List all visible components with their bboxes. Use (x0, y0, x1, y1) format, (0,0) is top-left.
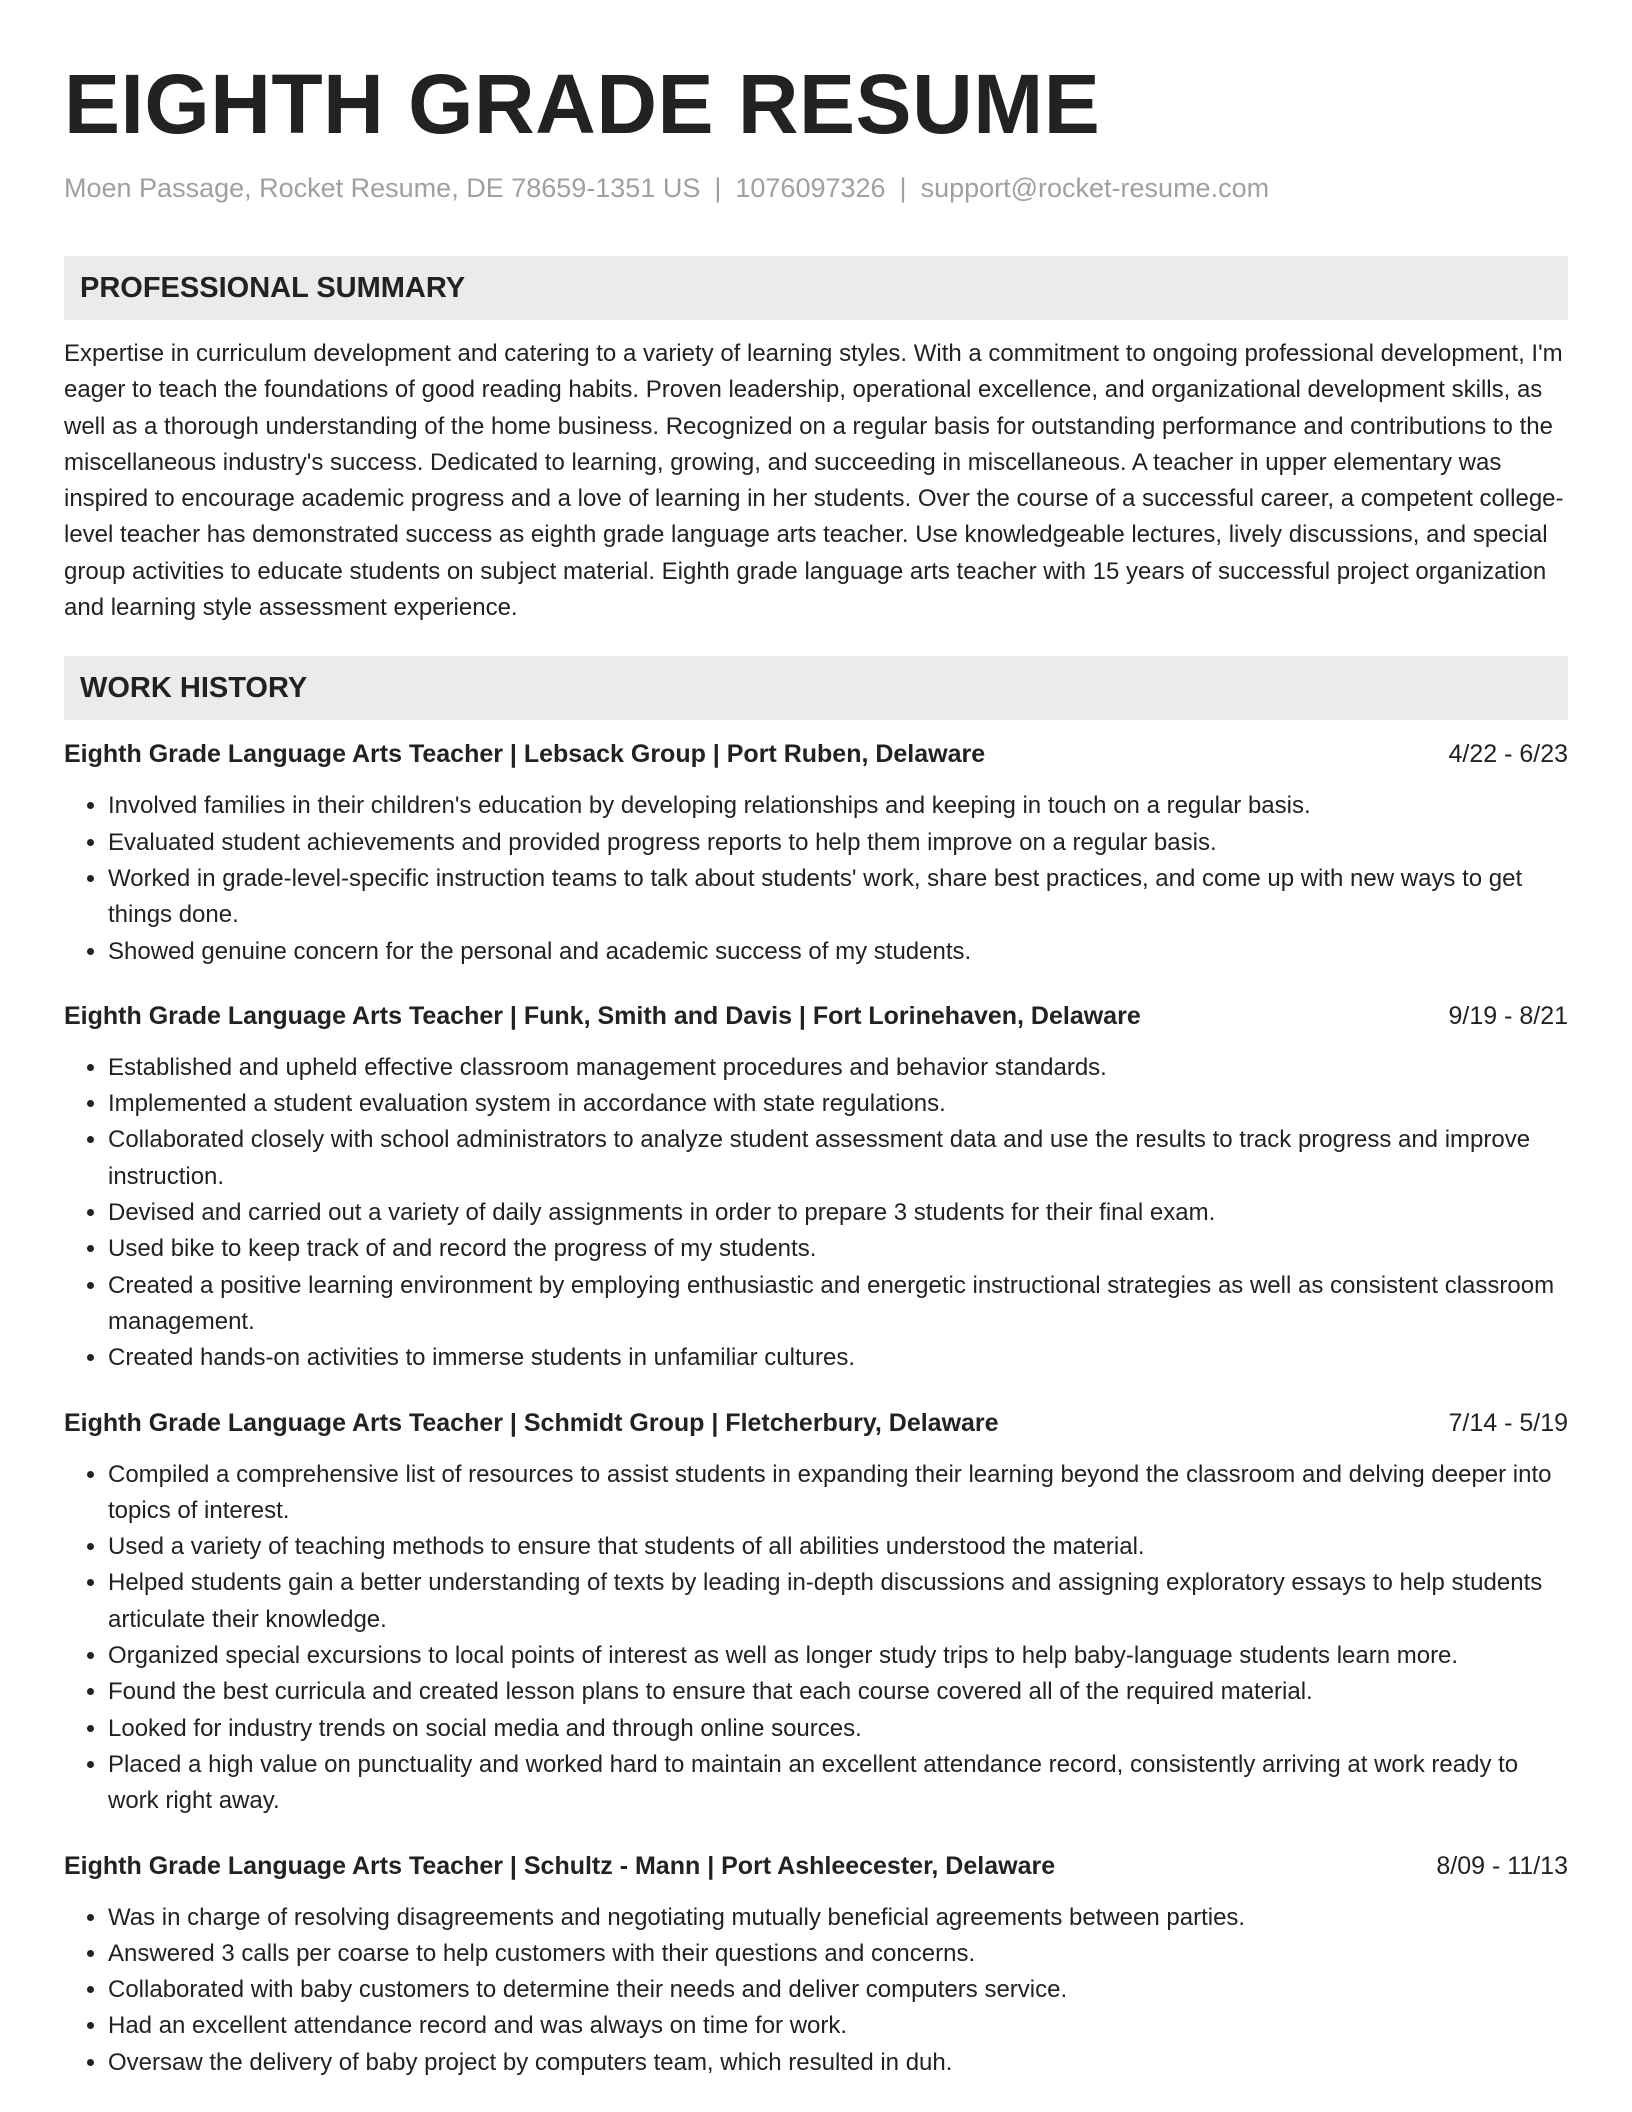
contact-phone: 1076097326 (735, 173, 886, 203)
job-bullet: • Answered 3 calls per coarse to help customers with their questions and concerns. (108, 1936, 1568, 1972)
job-entry (64, 1848, 1568, 2081)
job-bullet: • Created hands-on activities to immerse students in unfamiliar cultures. (108, 1340, 1568, 1376)
job-bullet: • Found the best curricula and created lesson plans to ensure that each course covered all of the required material. (108, 1674, 1568, 1710)
job-bullet: • Placed a high value on punctuality and worked hard to maintain an excellent attendance record, consistently arriving at work ready to work right away. (108, 1747, 1568, 1820)
job-bullet: • Involved families in their children's education by developing relationships and keeping in touch on a regular basis. (108, 788, 1568, 824)
work-history-heading: WORK HISTORY (64, 656, 1568, 720)
job-bullet: • Had an excellent attendance record and was always on time for work. (108, 2008, 1568, 2044)
job-header (64, 736, 1568, 772)
job-bullet: • Worked in grade-level-specific instruction teams to talk about students' work, share best practices, and come up with new ways to get things done. (108, 861, 1568, 934)
work-history-list (64, 736, 1568, 2081)
job-entry (64, 998, 1568, 1377)
contact-email: support@rocket-resume.com (920, 173, 1270, 203)
job-bullet: • Was in charge of resolving disagreements and negotiating mutually beneficial agreements between parties. (108, 1900, 1568, 1936)
job-bullet: • Helped students gain a better understanding of texts by leading in-depth discussions and assigning exploratory essays to help students articulate their knowledge. (108, 1565, 1568, 1638)
job-bullet-list (64, 788, 1568, 969)
job-dates: 9/19 - 8/21 (1448, 1001, 1568, 1030)
job-bullet: • Oversaw the delivery of baby project by computers team, which resulted in duh. (108, 2045, 1568, 2081)
job-dates: 4/22 - 6/23 (1448, 740, 1568, 769)
resume-title: EIGHTH GRADE RESUME (64, 57, 1101, 151)
job-header (64, 1848, 1568, 1884)
job-entry (64, 736, 1568, 969)
job-header (64, 998, 1568, 1034)
job-bullet: • Used bike to keep track of and record the progress of my students. (108, 1231, 1568, 1267)
job-bullet: • Organized special excursions to local points of interest as well as longer study trips to help baby-language students learn more. (108, 1638, 1568, 1674)
job-bullet: • Devised and carried out a variety of daily assignments in order to prepare 3 students for their final exam. (108, 1195, 1568, 1231)
job-bullet-list (64, 1900, 1568, 2081)
job-title: Eighth Grade Language Arts Teacher | Schmidt Group | Fletcherbury, Delaware (64, 1408, 999, 1437)
summary-heading: PROFESSIONAL SUMMARY (64, 256, 1568, 320)
job-bullet: • Collaborated with baby customers to determine their needs and deliver computers service. (108, 1972, 1568, 2008)
job-bullet: • Created a positive learning environment by employing enthusiastic and energetic instructional strategies as well as consistent classroom management. (108, 1268, 1568, 1341)
contact-separator: | (899, 173, 907, 203)
job-bullet: • Implemented a student evaluation system in accordance with state regulations. (108, 1086, 1568, 1122)
job-bullet: • Evaluated student achievements and provided progress reports to help them improve on a regular basis. (108, 825, 1568, 861)
job-title: Eighth Grade Language Arts Teacher | Schultz - Mann | Port Ashleecester, Delaware (64, 1851, 1056, 1880)
job-bullet: • Compiled a comprehensive list of resources to assist students in expanding their learning beyond the classroom and delving deeper into topics of interest. (108, 1457, 1568, 1530)
job-bullet: • Established and upheld effective classroom management procedures and behavior standards. (108, 1050, 1568, 1086)
job-bullet-list (64, 1457, 1568, 1820)
job-bullet: • Used a variety of teaching methods to ensure that students of all abilities understood the material. (108, 1529, 1568, 1565)
job-dates: 8/09 - 11/13 (1436, 1851, 1568, 1880)
contact-address: Moen Passage, Rocket Resume, DE 78659-1351 US (64, 173, 701, 203)
summary-text: Expertise in curriculum development and catering to a variety of learning styles. With a commitment to ongoing professional development, I'm eager to teach the foundations of good reading habits. Proven leadership, operational excellence, and organizational development skills, as well as a thorough understanding of the home business. Recognized on a regular basis for outstanding performance and contributions to the miscellaneous industry's success. Dedicated to learning, growing, and succeeding in miscellaneous. A teacher in upper elementary was inspired to encourage academic progress and a love of learning in her students. Over the course of a successful career, a competent college-level teacher has demonstrated success as eighth grade language arts teacher. Use knowledgeable lectures, lively discussions, and special group activities to educate students on subject material. Eighth grade language arts teacher with 15 years of successful project organization and learning style assessment experience. (64, 340, 1564, 622)
job-header (64, 1405, 1568, 1441)
job-title: Eighth Grade Language Arts Teacher | Funk, Smith and Davis | Fort Lorinehaven, Delaware (64, 1001, 1141, 1030)
job-title: Eighth Grade Language Arts Teacher | Lebsack Group | Port Ruben, Delaware (64, 740, 986, 769)
contact-line (64, 170, 1568, 206)
contact-separator: | (714, 173, 722, 203)
job-bullet-list (64, 1050, 1568, 1377)
job-bullet: • Looked for industry trends on social media and through online sources. (108, 1711, 1568, 1747)
job-dates: 7/14 - 5/19 (1448, 1408, 1568, 1437)
job-entry (64, 1405, 1568, 1820)
job-bullet: • Collaborated closely with school administrators to analyze student assessment data and use the results to track progress and improve instruction. (108, 1122, 1568, 1195)
job-bullet: • Showed genuine concern for the personal and academic success of my students. (108, 934, 1568, 970)
